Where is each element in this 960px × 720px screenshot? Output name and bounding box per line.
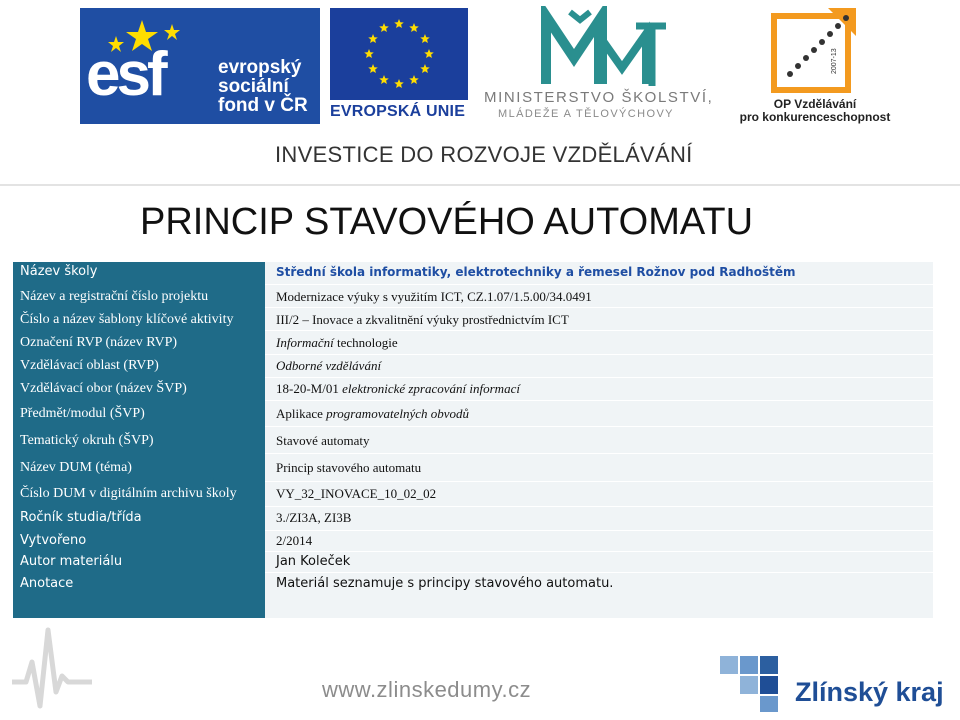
- row-value-topic: Stavové automaty: [276, 433, 370, 448]
- row-label-topic: Tematický okruh (ŠVP): [20, 433, 154, 448]
- page-title: PRINCIP STAVOVÉHO AUTOMATU: [140, 201, 754, 243]
- row-label-dum-number: Číslo DUM v digitálním archivu školy: [20, 486, 237, 501]
- row-value-dum-number: VY_32_INOVACE_10_02_02: [276, 486, 437, 501]
- row-divider: [265, 572, 933, 573]
- eu-star-icon: [394, 19, 404, 28]
- row-divider: [265, 284, 933, 285]
- row-divider: [265, 307, 933, 308]
- row-label-dum-name: Název DUM (téma): [20, 460, 132, 475]
- row-divider: [265, 377, 933, 378]
- op-label: OP Vzdělávání pro konkurenceschopnost: [739, 97, 891, 124]
- eu-flag-icon: [330, 8, 468, 100]
- eu-star-icon: [368, 64, 378, 73]
- msmt-name: MINISTERSTVO ŠKOLSTVÍ,: [484, 89, 714, 106]
- eu-label: EVROPSKÁ UNIE: [330, 103, 466, 120]
- eu-star-icon: [379, 23, 389, 32]
- row-divider: [265, 426, 933, 427]
- row-value-school-name: Střední škola informatiky, elektrotechniky a řemesel Rožnov pod Radhoštěm: [276, 265, 796, 279]
- msmt-logo: [540, 6, 670, 90]
- eu-star-icon: [368, 34, 378, 43]
- eu-star-icon: [424, 49, 434, 58]
- row-value-template: III/2 – Inovace a zkvalitnění výuky prostřednictvím ICT: [276, 312, 569, 327]
- footer-url: www.zlinskedumy.cz: [322, 677, 532, 702]
- row-value-area: Odborné vzdělávání: [276, 358, 382, 373]
- row-value-annotation: Materiál seznamuje s principy stavového automatu.: [276, 576, 614, 591]
- pulse-icon: [10, 622, 94, 714]
- row-label-grade: Ročník studia/třída: [20, 510, 142, 525]
- row-value-created: 2/2014: [276, 533, 313, 548]
- eu-star-icon: [420, 34, 430, 43]
- row-value-dum-name: Princip stavového automatu: [276, 460, 422, 475]
- row-divider: [265, 530, 933, 531]
- op-years: 2007-13: [831, 48, 838, 74]
- eu-star-icon: [409, 75, 419, 84]
- investice-slogan: INVESTICE DO ROZVOJE VZDĚLÁVÁNÍ: [275, 142, 693, 167]
- row-divider: [265, 354, 933, 355]
- row-divider: [265, 551, 933, 552]
- eu-star-icon: [364, 49, 374, 58]
- row-value-field: 18-20-M/01 elektronické zpracování informací: [276, 381, 520, 396]
- row-label-school-name: Název školy: [20, 264, 98, 279]
- esf-logo: [80, 8, 320, 124]
- msmt-subtitle: MLÁDEŽE A TĚLOVÝCHOVY: [498, 108, 674, 120]
- row-label-template: Číslo a název šablony klíčové aktivity: [20, 312, 234, 327]
- row-divider: [265, 506, 933, 507]
- row-label-field: Vzdělávací obor (název ŠVP): [20, 381, 187, 396]
- row-divider: [265, 330, 933, 331]
- row-label-project: Název a registrační číslo projektu: [20, 289, 209, 304]
- row-label-annotation: Anotace: [20, 576, 74, 591]
- row-value-project: Modernizace výuky s využitím ICT, CZ.1.07/1.5.00/34.0491: [276, 289, 592, 304]
- eu-star-icon: [420, 64, 430, 73]
- squares-icon: [720, 656, 780, 712]
- row-divider: [265, 453, 933, 454]
- row-divider: [265, 481, 933, 482]
- row-value-author: Jan Koleček: [276, 554, 351, 569]
- eu-star-icon: [394, 79, 404, 88]
- row-label-rvp: Označení RVP (název RVP): [20, 335, 178, 350]
- esf-subtitle: evropský sociální fond v ČR: [218, 57, 308, 116]
- row-value-rvp: Informační technologie: [276, 335, 398, 350]
- row-label-subject: Předmět/modul (ŠVP): [20, 406, 145, 421]
- row-label-author: Autor materiálu: [20, 554, 123, 569]
- banner-divider: [0, 184, 960, 186]
- eu-star-icon: [379, 75, 389, 84]
- esf-wordmark: esf: [86, 40, 164, 109]
- eu-star-icon: [409, 23, 419, 32]
- row-value-subject: Aplikace programovatelných obvodů: [276, 406, 470, 421]
- region-logo-text: Zlínský kraj: [795, 677, 944, 707]
- row-label-created: Vytvořeno: [20, 533, 87, 548]
- row-label-area: Vzdělávací oblast (RVP): [20, 358, 159, 373]
- row-value-grade: 3./ZI3A, ZI3B: [276, 510, 352, 525]
- row-divider: [265, 400, 933, 401]
- op-dots-icon: [768, 8, 856, 96]
